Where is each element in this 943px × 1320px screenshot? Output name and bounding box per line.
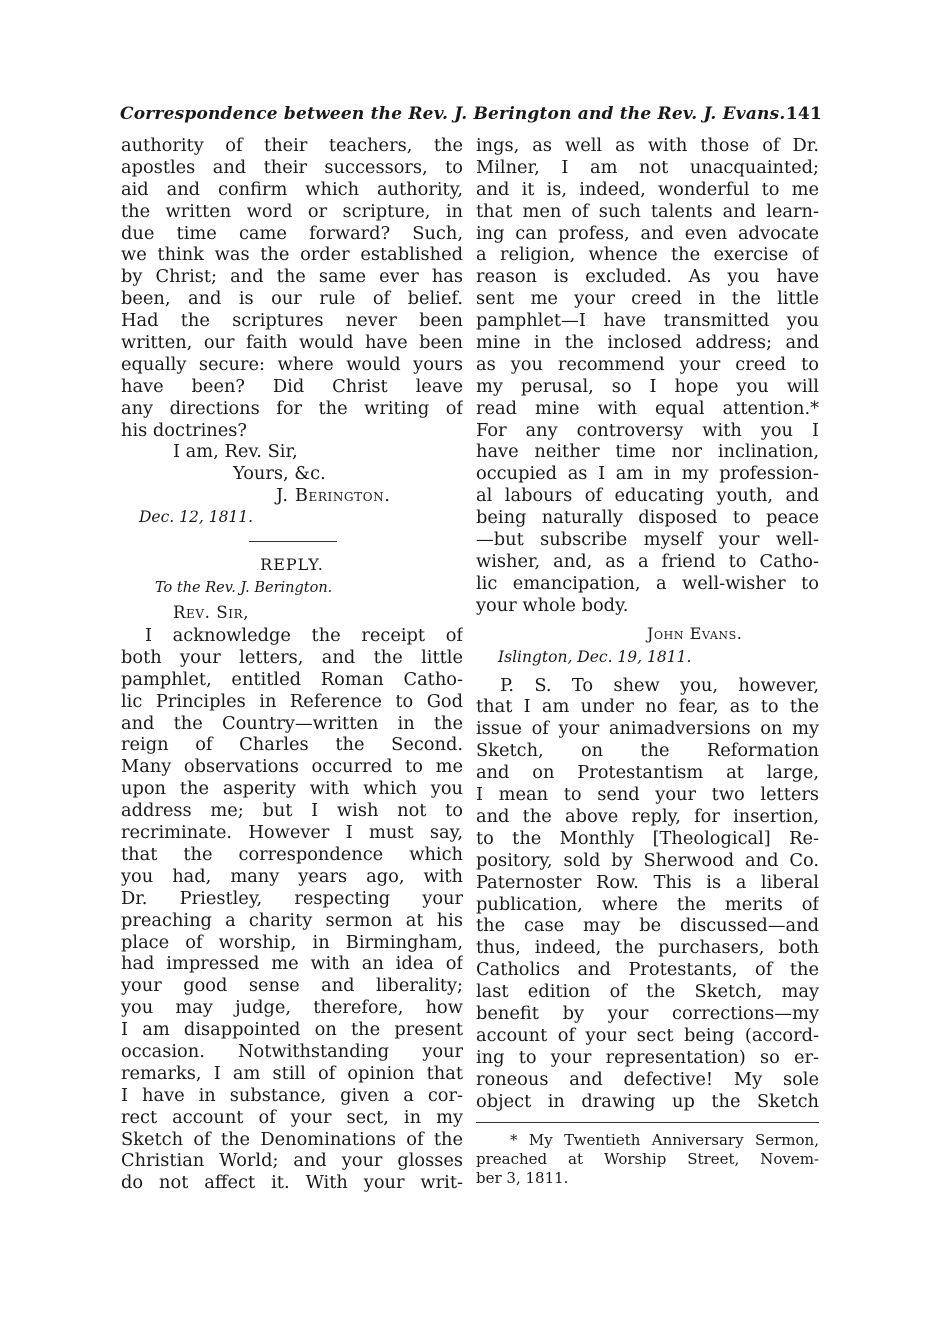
text-line: * My Twentieth Anniversary Sermon, [510, 1131, 819, 1150]
text-line: For any controversy with you I [476, 419, 819, 441]
berington-signature: J. Berington. [276, 485, 391, 507]
text-line: and on Protestantism at large, [476, 762, 819, 784]
text-line: occasion. Notwithstanding your [121, 1040, 463, 1062]
footnote-rule [476, 1122, 819, 1123]
text-line: reason is excluded. As you have [476, 266, 819, 288]
text-line: ings, as well as with those of Dr. [476, 135, 819, 156]
text-line: Milner, I am not unacquainted; [476, 156, 819, 178]
text-line: and the above reply, for insertion, [476, 805, 819, 827]
postscript [476, 675, 819, 1113]
text-line: thus, indeed, the purchasers, both [476, 937, 819, 959]
text-line: apostles and their successors, to [121, 156, 463, 178]
text-line: my perusal, so I hope you will [476, 375, 819, 397]
text-line: the written word or scripture, in [121, 200, 463, 222]
text-line: we think was the order established [121, 244, 463, 266]
text-line: a religion, whence the exercise of [476, 244, 819, 266]
text-line: lic emancipation, a well-wisher to [476, 572, 819, 594]
reply-salutation: Rev. Sir, [173, 603, 250, 623]
reply-heading: REPLY. [260, 555, 324, 575]
text-line: Had the scriptures never been [121, 310, 463, 332]
text-line: and it is, indeed, wonderful to me [476, 178, 819, 200]
text-line: the case may be discussed—and [476, 915, 819, 937]
text-line: equally secure: where would yours [121, 353, 463, 375]
text-line: have been? Did Christ leave [121, 375, 463, 397]
text-line: you may judge, therefore, how [121, 997, 463, 1019]
text-line: I mean to send your two letters [476, 784, 819, 806]
letter-end [121, 135, 463, 420]
text-line: account of your sect being (accord- [476, 1024, 819, 1046]
text-line: P. S. To shew you, however, [500, 674, 819, 696]
reply-continued [476, 135, 819, 595]
text-line: to the Monthly [Theological] Re- [476, 827, 819, 849]
text-line: Sketch, on the Reformation [476, 740, 819, 762]
text-line: being naturally disposed to peace [476, 507, 819, 529]
text-line: I acknowledge the receipt of [145, 625, 463, 647]
text-line: last edition of the Sketch, may [476, 981, 819, 1003]
text-line: issue of your animadversions on my [476, 718, 819, 740]
letter-date: Dec. 12, 1811. [139, 508, 254, 527]
text-line: Christian World; and your glosses [121, 1150, 463, 1172]
running-head [120, 104, 822, 124]
reply-date: Islington, Dec. 19, 1811. [498, 647, 692, 666]
text-line: place of worship, in Birmingham, [121, 931, 463, 953]
text-line: Sketch of the Denominations of the [121, 1128, 463, 1150]
text-line: wisher, and, as a friend to Catho- [476, 550, 819, 572]
text-line: been, and is our rule of belief. [121, 288, 463, 310]
left-column [121, 135, 463, 1194]
footnote-last-line: ber 3, 1811. [476, 1169, 569, 1188]
text-line: occupied as I am in my profession- [476, 463, 819, 485]
text-line: you had, many years ago, with [121, 865, 463, 887]
text-line: —but subscribe myself your well- [476, 529, 819, 551]
text-line: Dr. Priestley, respecting your [121, 887, 463, 909]
text-line: that I am under no fear, as to the [476, 696, 819, 718]
text-line: I have in substance, given a cor- [121, 1084, 463, 1106]
text-line: aid and confirm which authority, [121, 178, 463, 200]
text-line: had impressed me with an idea of [121, 953, 463, 975]
text-line: remarks, I am still of opinion that [121, 1062, 463, 1084]
text-line: do not affect it. With your writ- [121, 1172, 463, 1194]
text-line: as you recommend your creed to [476, 353, 819, 375]
reply-body [121, 625, 463, 1194]
text-line: that men of such talents and learn- [476, 200, 819, 222]
footnote [476, 1131, 819, 1188]
evans-signature: John Evans. [647, 623, 743, 643]
text-line: Many observations occurred to me [121, 756, 463, 778]
right-column [476, 135, 819, 1188]
text-line: al labours of educating youth, and [476, 485, 819, 507]
section-divider [249, 541, 337, 542]
text-line: have neither time nor inclination, [476, 441, 819, 463]
text-line: pository, sold by Sherwood and Co. [476, 849, 819, 871]
text-line: preaching a charity sermon at his [121, 909, 463, 931]
text-line: authority of their teachers, the [121, 135, 463, 156]
text-line: pamphlet—I have transmitted you [476, 310, 819, 332]
text-line: reign of Charles the Second. [121, 734, 463, 756]
text-line: any directions for the writing of [121, 397, 463, 419]
text-line: both your letters, and the little [121, 646, 463, 668]
text-line: preached at Worship Street, Novem- [476, 1150, 819, 1169]
text-line: rect account of your sect, in my [121, 1106, 463, 1128]
text-line: ing can profess, and even advocate [476, 222, 819, 244]
page-number: 141 [785, 104, 822, 124]
text-line: lic Principles in Reference to God [121, 690, 463, 712]
text-line: ing to your representation) so er- [476, 1046, 819, 1068]
text-line: and the Country—written in the [121, 712, 463, 734]
text-line: object in drawing up the Sketch [476, 1090, 819, 1112]
text-line: your good sense and liberality; [121, 975, 463, 997]
letter-last-line: his doctrines? [121, 419, 247, 441]
text-line: I am disappointed on the present [121, 1019, 463, 1041]
text-line: recriminate. However I must say, [121, 822, 463, 844]
text-line: Catholics and Protestants, of the [476, 959, 819, 981]
text-line: benefit by your corrections—my [476, 1002, 819, 1024]
closing-line-1: I am, Rev. Sir, [173, 441, 298, 463]
text-line: read mine with equal attention.* [476, 397, 819, 419]
text-line: that the correspondence which [121, 843, 463, 865]
text-line: sent me your creed in the little [476, 288, 819, 310]
reply-addressee: To the Rev. J. Berington. [155, 580, 333, 597]
text-line: written, our faith would have been [121, 332, 463, 354]
text-line: due time came forward? Such, [121, 222, 463, 244]
text-line: pamphlet, entitled Roman Catho- [121, 668, 463, 690]
text-line: Paternoster Row. This is a liberal [476, 871, 819, 893]
text-line: by Christ; and the same ever has [121, 266, 463, 288]
closing-line-2: Yours, &c. [233, 463, 326, 485]
running-title: Correspondence between the Rev. J. Berington and the Rev. J. Evans. [120, 104, 786, 124]
text-line: upon the asperity with which you [121, 778, 463, 800]
text-line: roneous and defective! My sole [476, 1068, 819, 1090]
text-line: publication, where the merits of [476, 893, 819, 915]
text-line: address me; but I wish not to [121, 800, 463, 822]
reply-last-line: your whole body. [476, 594, 629, 616]
text-line: mine in the inclosed address; and [476, 332, 819, 354]
